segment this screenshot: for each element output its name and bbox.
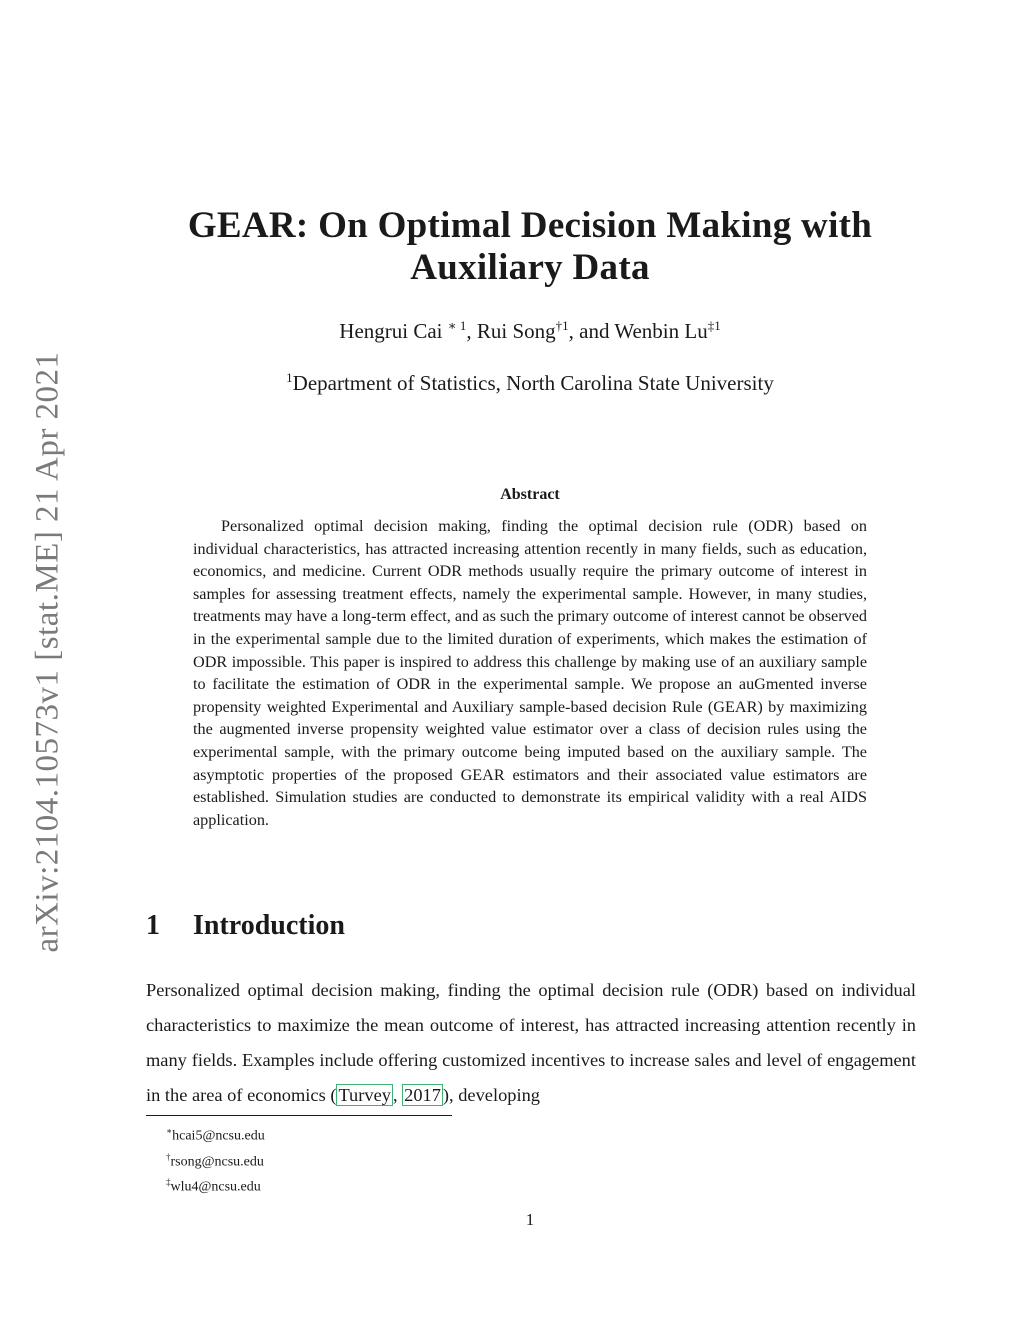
page-number: 1 bbox=[525, 1210, 535, 1229]
author-1-name: Hengrui Cai bbox=[339, 319, 443, 343]
citation-year-link[interactable]: 2017 bbox=[404, 1085, 441, 1105]
footnote-2 bbox=[166, 1147, 265, 1173]
section-heading bbox=[146, 910, 345, 942]
author-2-mark[interactable]: †1 bbox=[555, 318, 569, 333]
title-line-2: Auxiliary Data bbox=[410, 247, 650, 288]
citation-separator: , bbox=[392, 1085, 403, 1105]
footnote-1-text: hcai5@ncsu.edu bbox=[172, 1128, 265, 1144]
footnotes bbox=[166, 1121, 265, 1198]
title-line-1: GEAR: On Optimal Decision Making with bbox=[187, 205, 873, 246]
author-1-mark[interactable]: ∗ 1 bbox=[447, 318, 467, 333]
intro-text-end: ), developing bbox=[442, 1085, 540, 1105]
footnote-2-mark: † bbox=[166, 1151, 171, 1162]
abstract-heading: Abstract bbox=[500, 486, 560, 503]
author-separator-1: , bbox=[466, 319, 477, 343]
affiliation-mark: 1 bbox=[286, 370, 293, 385]
footnote-2-text: rsong@ncsu.edu bbox=[170, 1154, 264, 1170]
affiliation-text: Department of Statistics, North Carolina State University bbox=[292, 371, 774, 395]
affiliation bbox=[130, 370, 930, 396]
footnote-1 bbox=[166, 1121, 265, 1147]
author-3-name: Wenbin Lu bbox=[614, 319, 708, 343]
section-number: 1 bbox=[146, 910, 160, 941]
paper-title bbox=[130, 205, 930, 289]
footnote-3-mark: ‡ bbox=[166, 1177, 171, 1188]
footnote-3-text: wlu4@ncsu.edu bbox=[170, 1179, 261, 1195]
citation-author-link[interactable]: Turvey bbox=[338, 1085, 391, 1105]
section-title: Introduction bbox=[193, 910, 345, 941]
footnote-1-mark: ∗ bbox=[166, 1126, 173, 1136]
intro-text-start: Personalized optimal decision making, finding the optimal decision rule (ODR) based on individual characteristics to maximize the mean outcome of interest, has attracted increasing attention recently in many fields. Examples include offering customized incentives to increase sales and level of engagement in the area of economics ( bbox=[146, 980, 916, 1105]
footnote-divider bbox=[146, 1115, 452, 1116]
arxiv-identifier-text: arXiv:2104.10573v1 [stat.ME] 21 Apr 2021 bbox=[29, 351, 66, 953]
author-2-name: Rui Song bbox=[476, 319, 556, 343]
abstract-body: Personalized optimal decision making, finding the optimal decision rule (ODR) based on individual characteristics, has attracted increasing attention recently in many fields, such as education, economics, and medicine. Current ODR methods usually require the primary outcome of interest in samples for assessing treatment effects, namely the experimental sample. However, in many studies, treatments may have a long-term effect, and as such the primary outcome of interest cannot be observed in the experimental sample due to the limited duration of experiments, which makes the estimation of ODR impossible. This paper is inspired to address this challenge by making use of an auxiliary sample to facilitate the estimation of ODR in the experimental sample. We propose an auGmented inverse propensity weighted Experimental and Auxiliary sample-based decision Rule (GEAR) by maximizing the augmented inverse propensity weighted value estimator over a class of decision rules using the experimental sample, with the primary outcome being imputed based on the auxiliary sample. The asymptotic properties of the proposed GEAR estimators and their associated value estimators are established. Simulation studies are conducted to demonstrate its empirical validity with a real AIDS application. bbox=[193, 517, 867, 829]
author-separator-2: , and bbox=[568, 319, 615, 343]
author-list bbox=[130, 318, 930, 344]
introduction-paragraph bbox=[146, 973, 916, 1113]
footnote-3 bbox=[166, 1172, 265, 1198]
author-3-mark[interactable]: ‡1 bbox=[707, 318, 721, 333]
